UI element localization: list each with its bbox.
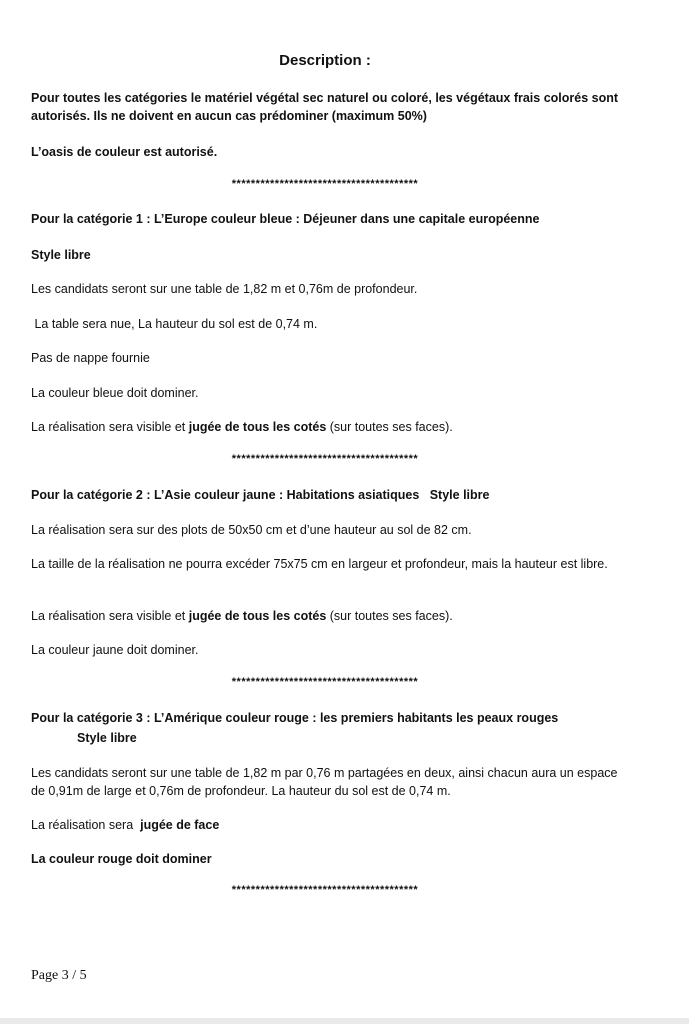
- category-1-no-tablecloth: Pas de nappe fournie: [31, 351, 150, 365]
- category-2-plots: La réalisation sera sur des plots de 50x50 cm et d’une hauteur au sol de 82 cm.: [31, 523, 472, 537]
- category-2-judging-bold: jugée de tous les cotés: [188, 609, 327, 623]
- category-3-table-size: Les candidats seront sur une table de 1,82 m par 0,76 m partagées en deux, ainsi chacun aura un espace de 0,91m de large et 0,76m de profondeur. La hauteur du sol est de 0,74 m.: [31, 766, 618, 798]
- category-3-judging-bold: jugée de face: [140, 818, 220, 832]
- category-1-judging-text: La réalisation sera visible et: [31, 420, 189, 434]
- category-3-style: [31, 729, 631, 747]
- category-3-judging: [31, 816, 631, 834]
- category-1-judging-bold: jugée de tous les cotés: [188, 420, 327, 434]
- category-2-judging: [31, 607, 631, 625]
- category-1-table-height: La table sera nue, La hauteur du sol est de 0,74 m.: [31, 317, 318, 331]
- separator: ***************************************: [231, 453, 419, 465]
- separator: ***************************************: [231, 676, 419, 688]
- category-1-judging: [31, 418, 631, 436]
- oasis-note: L’oasis de couleur est autorisé.: [31, 145, 218, 159]
- category-1-judging-suffix: (sur toutes ses faces).: [326, 420, 453, 434]
- category-3-color: La couleur rouge doit dominer: [31, 852, 212, 866]
- category-2-size: La taille de la réalisation ne pourra excéder 75x75 cm en largeur et profondeur, mais la hauteur est libre.: [31, 557, 608, 571]
- separator: ***************************************: [231, 178, 419, 190]
- category-2-judging-text: La réalisation sera visible et: [31, 609, 189, 623]
- category-1-table-size: Les candidats seront sur une table de 1,82 m et 0,76m de profondeur.: [31, 282, 418, 296]
- page-number: Page 3 / 5: [31, 968, 87, 983]
- separator: ***************************************: [231, 884, 419, 896]
- category-2-judging-suffix: (sur toutes ses faces).: [326, 609, 453, 623]
- category-2-color: La couleur jaune doit dominer.: [31, 643, 199, 657]
- category-3-heading: Pour la catégorie 3 : L’Amérique couleur rouge : les premiers habitants les peaux rouges: [31, 711, 559, 725]
- category-3-style-label: Style libre: [77, 731, 137, 745]
- intro-paragraph: Pour toutes les catégories le matériel végétal sec naturel ou coloré, les végétaux frais colorés sont autorisés. Ils ne doivent en aucun cas prédominer (maximum 50%): [31, 91, 619, 123]
- category-3-judging-text: La réalisation sera: [31, 818, 141, 832]
- page-bottom-edge: [0, 1018, 689, 1024]
- category-2-heading: Pour la catégorie 2 : L’Asie couleur jaune : Habitations asiatiques Style libre: [31, 488, 490, 502]
- category-1-style: Style libre: [31, 248, 91, 262]
- category-1-color: La couleur bleue doit dominer.: [31, 386, 199, 400]
- category-1-heading: Pour la catégorie 1 : L’Europe couleur bleue : Déjeuner dans une capitale européenne: [31, 212, 540, 226]
- page-title: Description :: [279, 52, 371, 69]
